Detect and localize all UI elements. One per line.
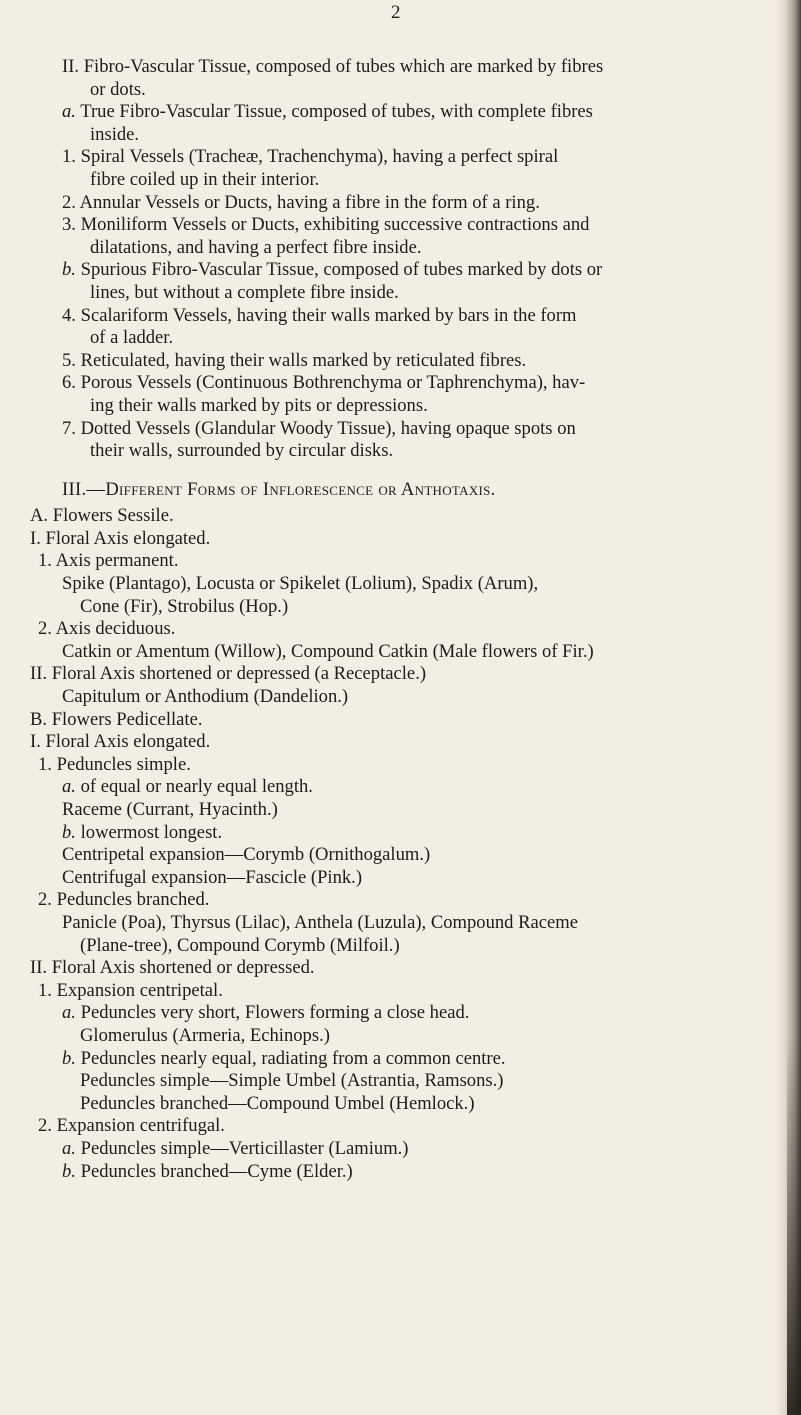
text-line: 6. Porous Vessels (Continuous Bothrenchyma or Taphrenchyma), hav- (62, 372, 586, 394)
text-line: II. Fibro-Vascular Tissue, composed of tubes which are marked by fibres (62, 56, 604, 77)
text-line: a. of equal or nearly equal length. (62, 776, 313, 798)
text-line: or dots. (90, 78, 146, 100)
text-line: Raceme (Currant, Hyacinth.) (62, 799, 278, 820)
text-line: II. Floral Axis shortened or depressed. (30, 957, 315, 979)
text-line: 2. Annular Vessels or Ducts, having a fibre in the form of a ring. (62, 191, 540, 213)
section-heading: III.—Different Forms of Inflorescence or Anthotaxis. (62, 478, 496, 500)
text-line: 2. Expansion centrifugal. (38, 1115, 225, 1137)
text-line: Peduncles branched—Compound Umbel (Hemlock.) (80, 1092, 475, 1114)
text-line: b. Spurious Fibro-Vascular Tissue, composed of tubes marked by dots or (62, 259, 603, 281)
text-line: 5. Reticulated, having their walls marked by reticulated fibres. (62, 349, 527, 371)
text-line: 3. Moniliform Vessels or Ducts, exhibiting successive contractions and (62, 214, 590, 236)
text-line: A. Flowers Sessile. (30, 505, 174, 527)
page-number: 2 (391, 2, 401, 23)
text-line: Cone (Fir), Strobilus (Hop.) (80, 595, 289, 617)
text-line: Catkin or Amentum (Willow), Compound Catkin (Male flowers of Fir.) (62, 640, 594, 662)
text-line: a. True Fibro-Vascular Tissue, composed of tubes, with complete fibres (62, 101, 593, 123)
text-line: B. Flowers Pedicellate. (30, 708, 203, 730)
text-line: 1. Spiral Vessels (Tracheæ, Trachenchyma), having a perfect spiral (62, 146, 559, 168)
text-line: Panicle (Poa), Thyrsus (Lilac), Anthela (Luzula), Compound Raceme (62, 911, 579, 933)
text-line: a. Peduncles simple—Verticillaster (Lamium.) (62, 1137, 409, 1159)
text-line: Capitulum or Anthodium (Dandelion.) (62, 686, 349, 708)
text-line: Centrifugal expansion—Fascicle (Pink.) (62, 866, 363, 888)
text-line: fibre coiled up in their interior. (90, 168, 320, 190)
text-line: 1. Axis permanent. (38, 550, 179, 572)
text-line: II. Floral Axis shortened or depressed (a Receptacle.) (30, 663, 427, 685)
text-line: inside. (90, 123, 140, 145)
text-line: 7. Dotted Vessels (Glandular Woody Tissue), having opaque spots on (62, 417, 576, 439)
text-line: 2. Peduncles branched. (38, 889, 210, 911)
text-line: lines, but without a complete fibre inside. (90, 281, 399, 303)
text-line: Spike (Plantago), Locusta or Spikelet (Lolium), Spadix (Arum), (62, 573, 539, 595)
text-line: 2. Axis deciduous. (38, 618, 176, 640)
text-line: Glomerulus (Armeria, Echinops.) (80, 1024, 330, 1046)
text-line: ing their walls marked by pits or depressions. (90, 394, 428, 416)
document-body (0, 56, 801, 1183)
text-line: I. Floral Axis elongated. (30, 527, 211, 549)
text-line: a. Peduncles very short, Flowers forming a close head. (62, 1002, 470, 1024)
text-line: dilatations, and having a perfect fibre inside. (90, 236, 422, 258)
text-line: 1. Peduncles simple. (38, 753, 191, 775)
text-line: b. Peduncles branched—Cyme (Elder.) (62, 1160, 353, 1182)
text-line: 1. Expansion centripetal. (38, 979, 223, 1001)
text-line: b. Peduncles nearly equal, radiating from a common centre. (62, 1047, 506, 1069)
text-line: of a ladder. (90, 327, 174, 349)
text-line: Peduncles simple—Simple Umbel (Astrantia, Ramsons.) (80, 1070, 504, 1092)
text-line: (Plane-tree), Compound Corymb (Milfoil.) (80, 934, 400, 956)
text-line: 4. Scalariform Vessels, having their walls marked by bars in the form (62, 304, 577, 326)
text-line: I. Floral Axis elongated. (30, 731, 211, 753)
text-line: their walls, surrounded by circular disks. (90, 440, 394, 462)
text-line: b. lowermost longest. (62, 821, 223, 843)
text-line: Centripetal expansion—Corymb (Ornithogalum.) (62, 844, 431, 866)
